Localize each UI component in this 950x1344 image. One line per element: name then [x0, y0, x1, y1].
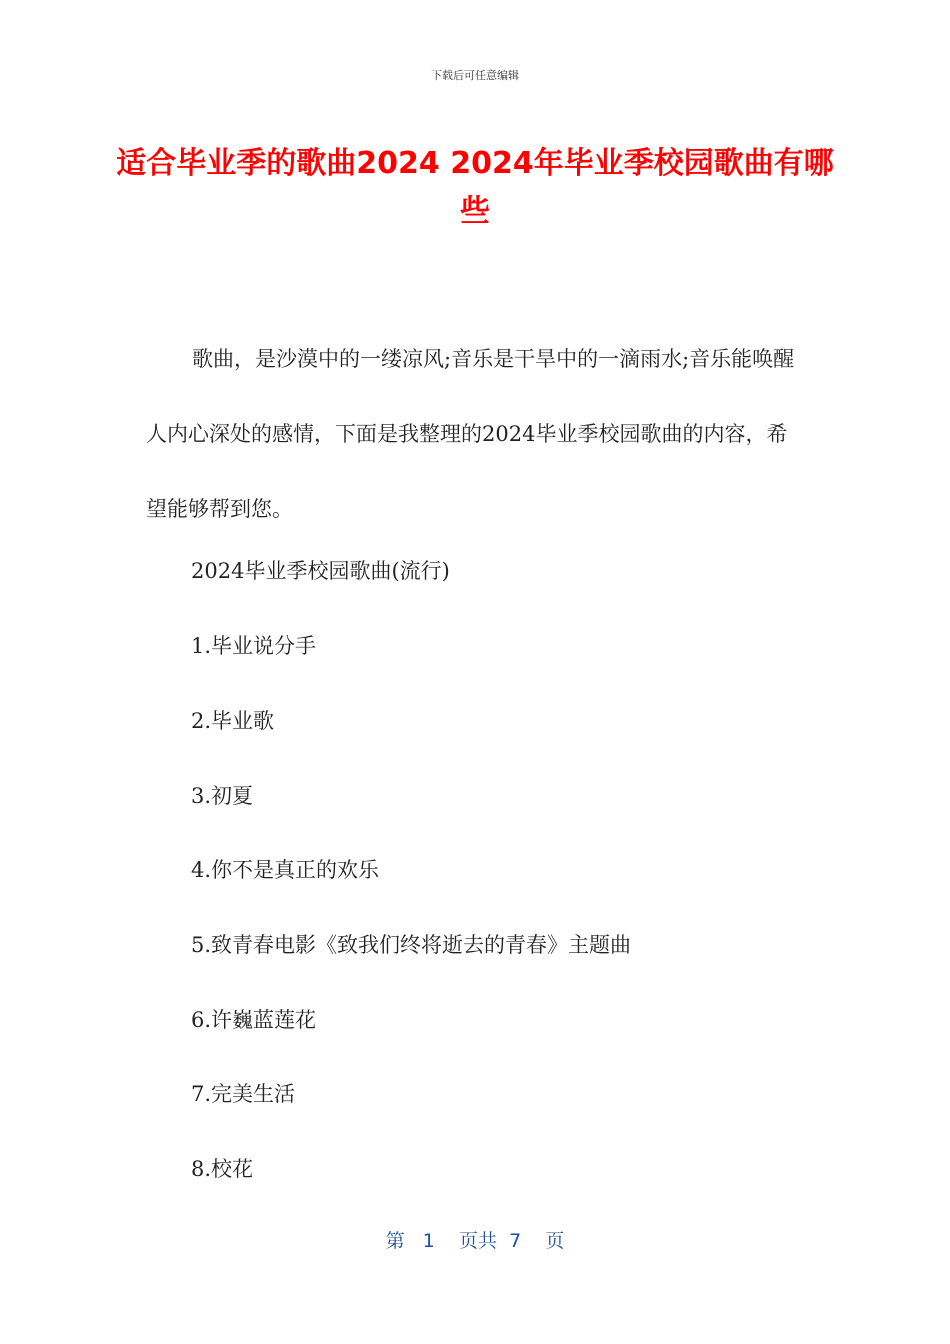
list-item: 3.初夏 — [191, 784, 254, 808]
page-footer — [0, 1226, 950, 1253]
list-item: 2.毕业歌 — [191, 709, 275, 733]
list-item: 5.致青春电影《致我们终将逝去的青春》主题曲 — [191, 933, 632, 957]
page-label-suffix: 页 — [545, 1230, 565, 1252]
page-label-middle: 页共 — [459, 1230, 498, 1252]
document-title: 适合毕业季的歌曲2024 2024年毕业季校园歌曲有哪些 — [116, 146, 834, 229]
header-note: 下载后可任意编辑 — [431, 69, 519, 82]
list-item: 4.你不是真正的欢乐 — [191, 858, 380, 882]
list-item: 1.毕业说分手 — [191, 634, 317, 658]
intro-paragraph: 歌曲，是沙漠中的一缕凉风;音乐是干旱中的一滴雨水;音乐能唤醒人内心深处的感情，下面是我整理的2024毕业季校园歌曲的内容，希望能够帮到您。 — [146, 347, 795, 521]
section-heading: 2024毕业季校园歌曲(流行) — [191, 559, 450, 583]
page-label-prefix: 第 — [385, 1230, 405, 1252]
list-item: 6.许巍蓝莲花 — [191, 1008, 317, 1032]
list-item: 7.完美生活 — [191, 1082, 296, 1106]
list-item: 8.校花 — [191, 1157, 254, 1181]
current-page-number: 1 — [422, 1230, 435, 1252]
total-pages-number: 7 — [509, 1230, 522, 1252]
